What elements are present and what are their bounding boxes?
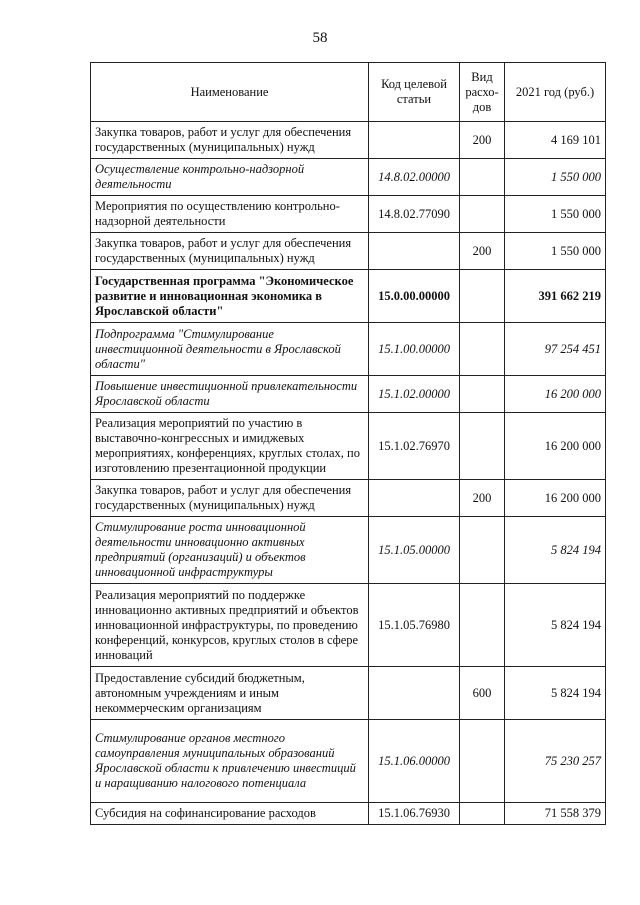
row-code-cell: 15.1.06.00000 [369,720,460,803]
table-row [91,270,606,323]
table-row [91,196,606,233]
row-code-cell: 15.1.06.76930 [369,803,460,825]
row-type-cell: 200 [460,233,505,270]
table-row [91,233,606,270]
column-header-amount: 2021 год (руб.) [505,63,606,122]
budget-table [90,62,606,825]
row-code-cell [369,122,460,159]
row-amount-cell: 391 662 219 [505,270,606,323]
table-row [91,584,606,667]
table-header-row [91,63,606,122]
row-name-cell: Субсидия на софинансирование расходов [91,803,369,825]
row-type-cell [460,196,505,233]
row-code-cell: 15.0.00.00000 [369,270,460,323]
row-amount-cell: 5 824 194 [505,667,606,720]
row-code-cell: 14.8.02.00000 [369,159,460,196]
row-code-cell [369,667,460,720]
row-type-cell [460,720,505,803]
row-type-cell: 200 [460,122,505,159]
table-row [91,413,606,480]
row-type-cell [460,584,505,667]
row-name-cell: Закупка товаров, работ и услуг для обеспечения государственных (муниципальных) нужд [91,480,369,517]
table-row [91,159,606,196]
row-name-cell: Повышение инвестиционной привлекательности Ярославской области [91,376,369,413]
row-code-cell [369,233,460,270]
row-amount-cell: 1 550 000 [505,233,606,270]
row-name-cell: Осуществление контрольно-надзорной деятельности [91,159,369,196]
table-row [91,323,606,376]
row-code-cell: 15.1.05.00000 [369,517,460,584]
column-header-code: Код целевой статьи [369,63,460,122]
row-type-cell [460,803,505,825]
row-type-cell [460,270,505,323]
row-amount-cell: 71 558 379 [505,803,606,825]
row-type-cell: 200 [460,480,505,517]
table-row [91,803,606,825]
row-amount-cell: 16 200 000 [505,480,606,517]
row-name-cell: Реализация мероприятий по участию в выставочно-конгрессных и имиджевых мероприятиях, конференциях, круглых столах, по изготовлению презентационной продукции [91,413,369,480]
row-amount-cell: 97 254 451 [505,323,606,376]
table-row [91,480,606,517]
row-name-cell: Реализация мероприятий по поддержке инновационно активных предприятий и объектов инновационной инфраструктуры, по проведению конференций, конкурсов, круглых столов в сфере инноваций [91,584,369,667]
row-code-cell: 15.1.00.00000 [369,323,460,376]
row-type-cell [460,376,505,413]
row-type-cell: 600 [460,667,505,720]
row-code-cell: 15.1.05.76980 [369,584,460,667]
row-name-cell: Подпрограмма "Стимулирование инвестиционной деятельности в Ярославской области" [91,323,369,376]
column-header-name: Наименование [91,63,369,122]
row-amount-cell: 16 200 000 [505,376,606,413]
row-name-cell: Закупка товаров, работ и услуг для обеспечения государственных (муниципальных) нужд [91,122,369,159]
budget-table-body [91,122,606,825]
row-type-cell [460,413,505,480]
row-name-cell: Стимулирование органов местного самоуправления муниципальных образований Ярославской области к привлечению инвестиций и наращиванию налогового потенциала [91,720,369,803]
row-amount-cell: 75 230 257 [505,720,606,803]
row-code-cell: 15.1.02.76970 [369,413,460,480]
table-row [91,517,606,584]
row-name-cell: Государственная программа "Экономическое развитие и инновационная экономика в Ярославской области" [91,270,369,323]
row-amount-cell: 1 550 000 [505,196,606,233]
table-row [91,667,606,720]
column-header-type: Вид расхо-дов [460,63,505,122]
row-name-cell: Закупка товаров, работ и услуг для обеспечения государственных (муниципальных) нужд [91,233,369,270]
row-amount-cell: 1 550 000 [505,159,606,196]
row-amount-cell: 5 824 194 [505,517,606,584]
row-code-cell: 14.8.02.77090 [369,196,460,233]
table-row [91,376,606,413]
row-code-cell [369,480,460,517]
row-amount-cell: 16 200 000 [505,413,606,480]
row-type-cell [460,323,505,376]
row-type-cell [460,159,505,196]
page-number: 58 [312,30,328,46]
row-name-cell: Мероприятия по осуществлению контрольно-надзорной деятельности [91,196,369,233]
row-amount-cell: 5 824 194 [505,584,606,667]
table-row [91,122,606,159]
row-name-cell: Предоставление субсидий бюджетным, автономным учреждениям и иным некоммерческим организациям [91,667,369,720]
row-type-cell [460,517,505,584]
row-amount-cell: 4 169 101 [505,122,606,159]
table-row [91,720,606,803]
row-name-cell: Стимулирование роста инновационной деятельности инновационно активных предприятий (организаций) и объектов инновационной инфраструктуры [91,517,369,584]
row-code-cell: 15.1.02.00000 [369,376,460,413]
